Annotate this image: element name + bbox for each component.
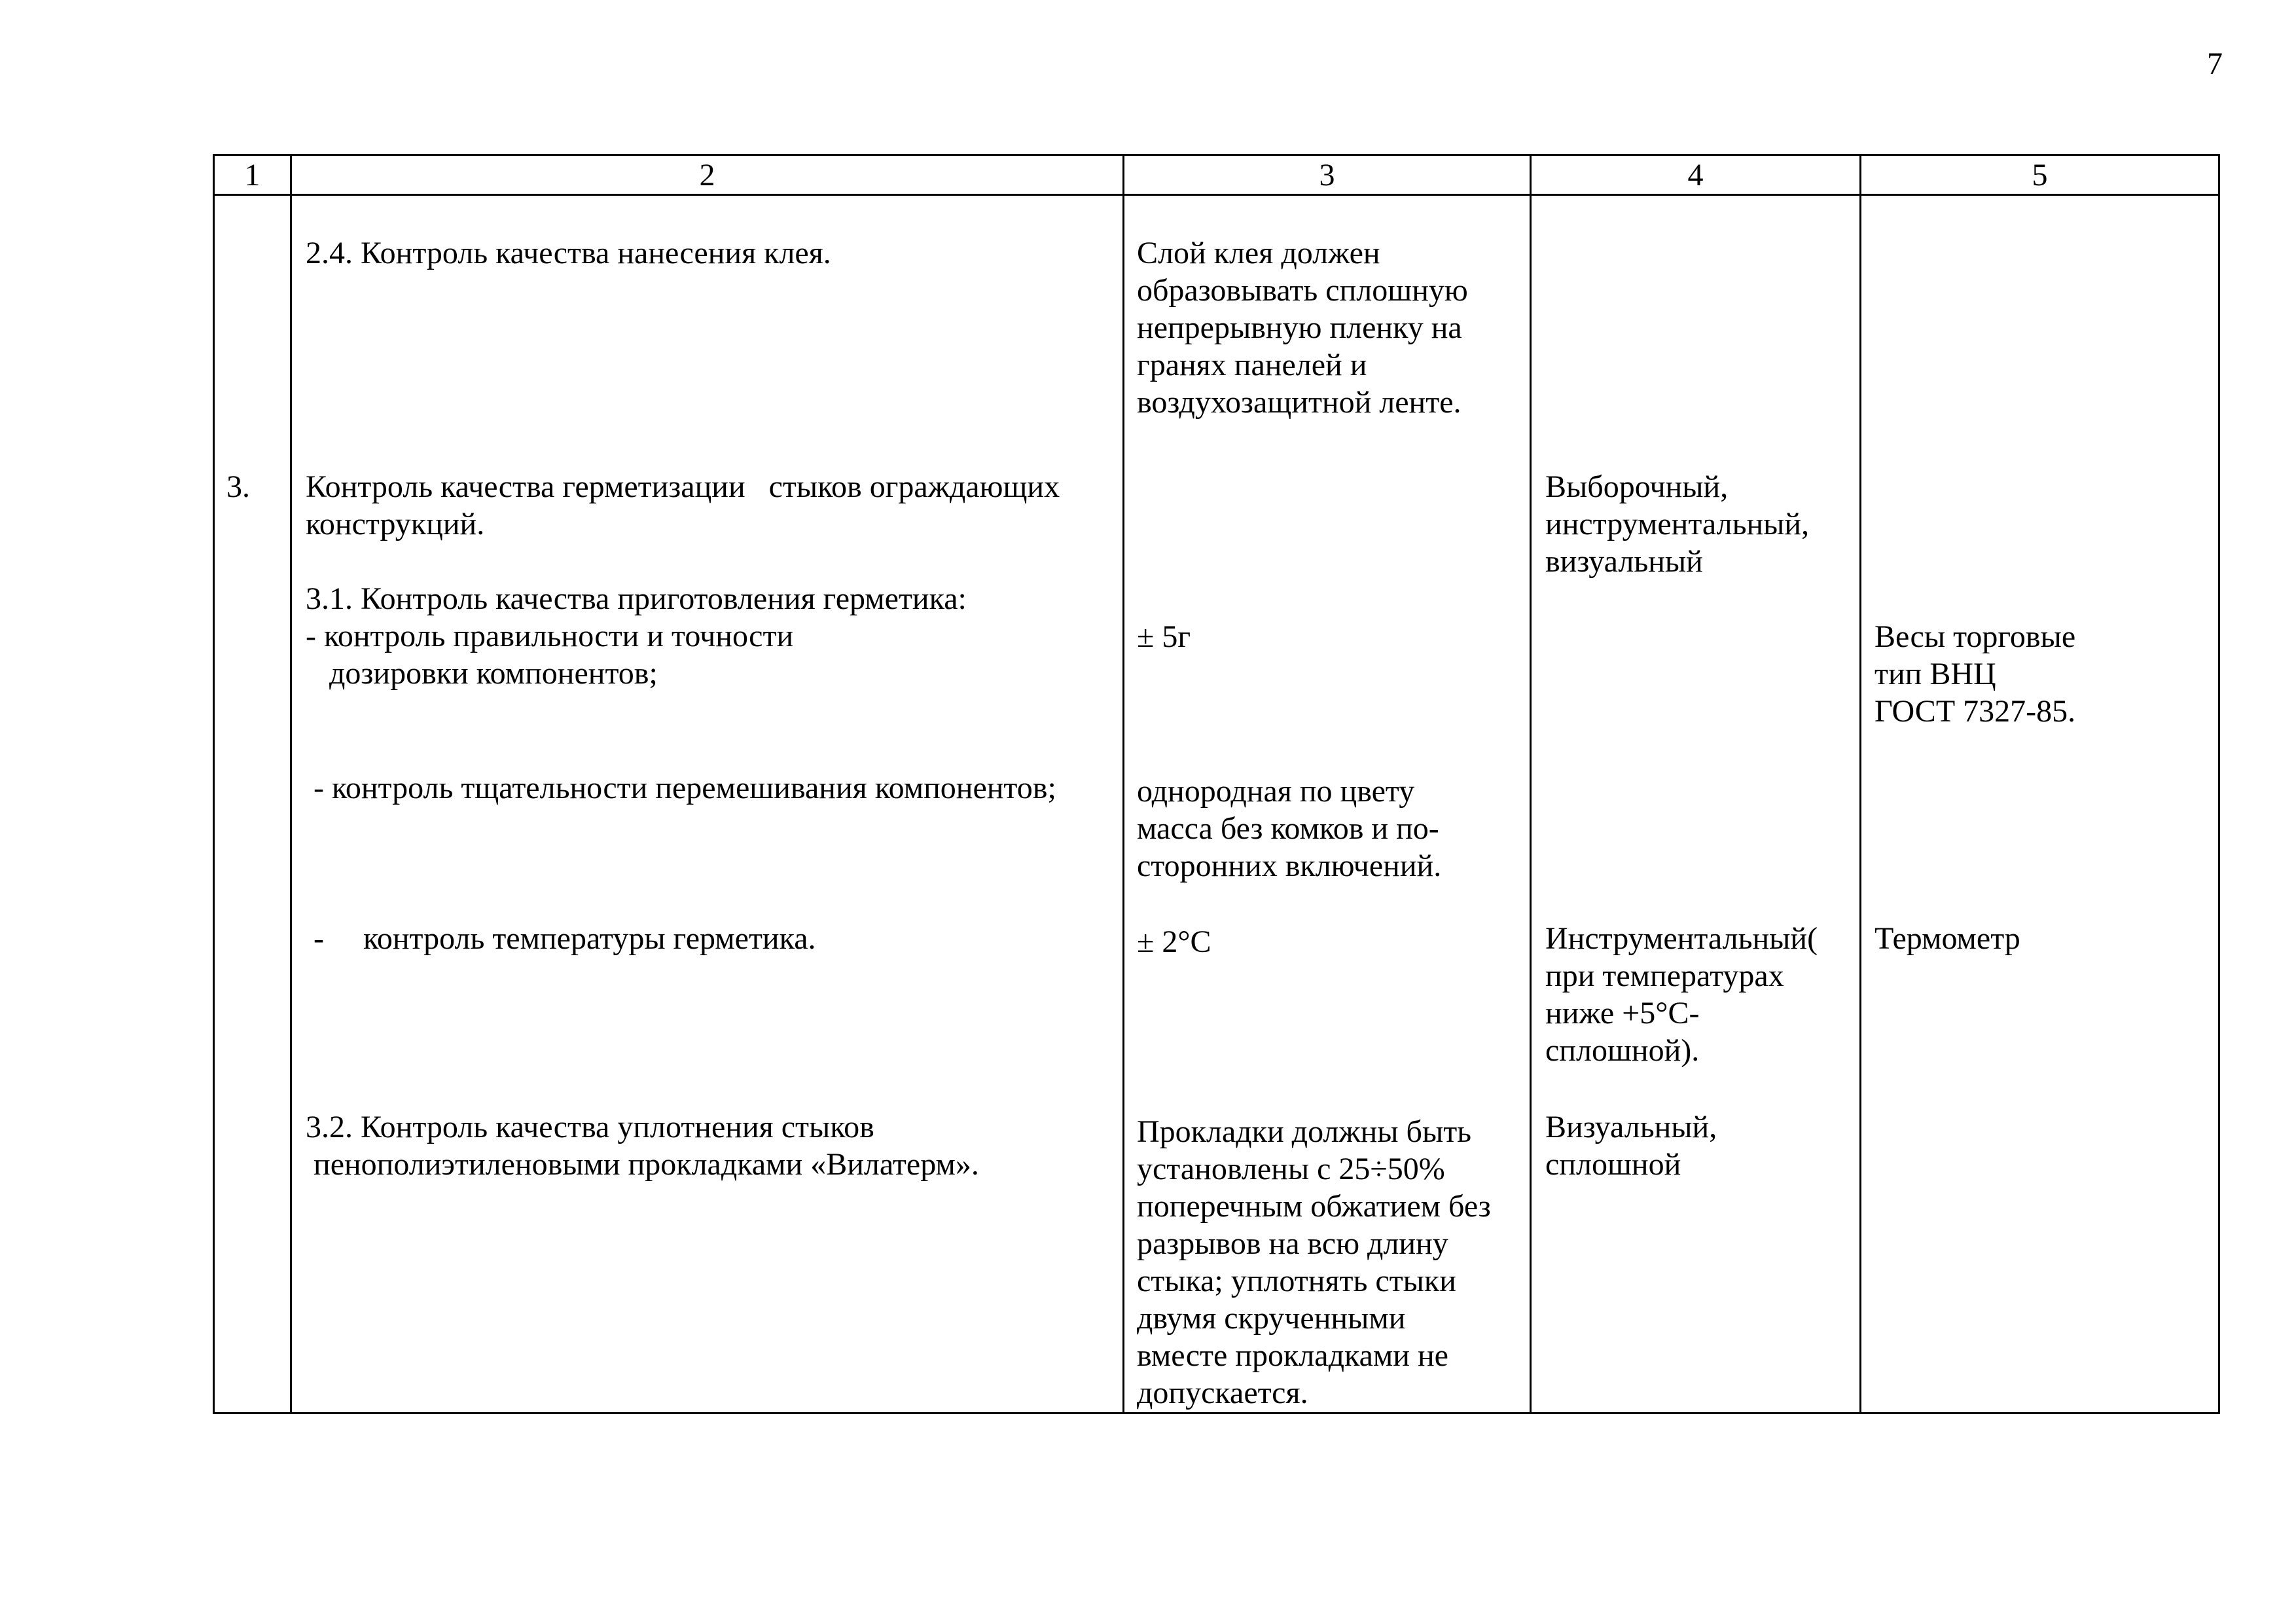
item-3-1-temperature-description: - контроль температуры герметика. xyxy=(306,921,816,956)
item-3-1-mixing-description: - контроль тщательности перемешивания компонентов; xyxy=(306,771,1056,805)
item-3-1-mixing-requirement: однородная по цвету масса без комков и по- сторонних включений. xyxy=(1137,774,1442,883)
item-3-1-temperature-instrument: Термометр xyxy=(1874,921,2020,956)
column-divider xyxy=(290,154,292,1414)
item-3-1-tolerance: ± 5г xyxy=(1137,619,1191,654)
column-divider xyxy=(1122,154,1124,1414)
item-2-4-requirement: Слой клея должен образовывать сплошную непрерывную пленку на гранях панелей и воздухозащитной ленте. xyxy=(1137,236,1468,420)
column-divider xyxy=(1859,154,1861,1414)
column-header: 4 xyxy=(1687,158,1704,192)
table-left-border xyxy=(213,154,215,1414)
item-3-number: 3. xyxy=(226,469,250,504)
item-3-1-instrument: Весы торговые тип ВНЦ ГОСТ 7327-85. xyxy=(1874,619,2076,729)
column-header: 5 xyxy=(2032,158,2048,192)
item-3-2-requirement: Прокладки должны быть установлены с 25÷50% поперечным обжатием без разрывов на всю длину стыка; уплотнять стыки двумя скрученными вместе прокладками не допускается. xyxy=(1137,1114,1491,1410)
item-2-4-description: 2.4. Контроль качества нанесения клея. xyxy=(306,236,831,270)
column-header: 3 xyxy=(1319,158,1335,192)
item-3-1-temperature-tolerance: ± 2°С xyxy=(1137,924,1211,959)
column-divider xyxy=(1530,154,1532,1414)
page-number: 7 xyxy=(2207,46,2223,81)
item-3-1-description: 3.1. Контроль качества приготовления герметика: - контроль правильности и точности дозировки компонентов; xyxy=(306,581,967,691)
item-3-2-method: Визуальный, сплошной xyxy=(1545,1110,1717,1182)
item-3-2-description: 3.2. Контроль качества уплотнения стыков пенополиэтиленовыми прокладками «Вилатерм». xyxy=(306,1110,979,1182)
column-header: 2 xyxy=(699,158,715,192)
item-3-method: Выборочный, инструментальный, визуальный xyxy=(1545,469,1810,579)
table-right-border xyxy=(2218,154,2220,1414)
item-3-description: Контроль качества герметизации стыков ограждающих конструкций. xyxy=(306,469,1060,541)
table-bottom-border xyxy=(213,1412,2220,1414)
column-header: 1 xyxy=(244,158,260,192)
item-3-1-temperature-method: Инструментальный( при температурах ниже +5°С- сплошной). xyxy=(1545,921,1818,1068)
